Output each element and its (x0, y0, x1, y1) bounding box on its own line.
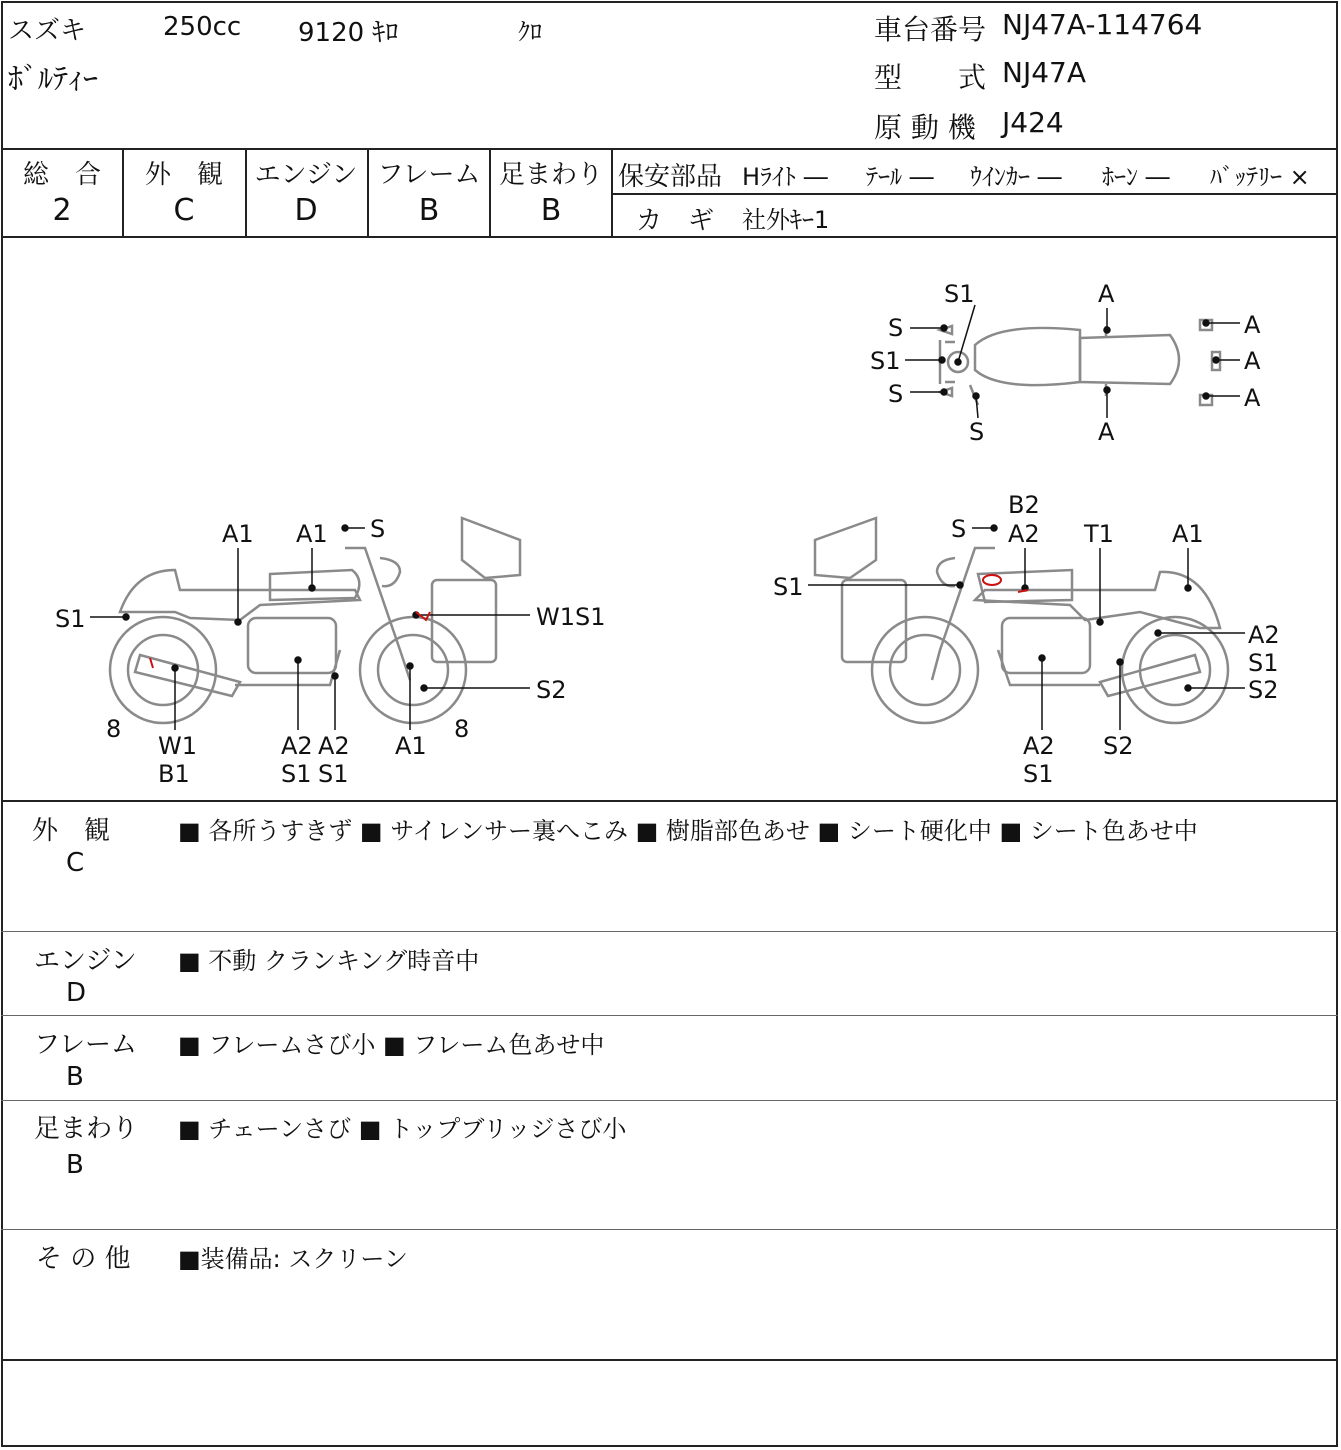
diag-label: A1 (1172, 520, 1204, 548)
diag-label: S (951, 515, 967, 543)
diag-label: S1 (281, 760, 312, 788)
remark-engine-text: ■ 不動 クランキング時音中 (178, 947, 480, 975)
diag-label: A2 (318, 732, 350, 760)
diag-label: 8 (106, 715, 122, 743)
grade-suspension-value: B (540, 193, 562, 228)
remark-suspension-text: ■ チェーンさび ■ トップブリッジさび小 (178, 1115, 627, 1143)
maker: スズキ (8, 16, 87, 46)
diag-label: A2 (1023, 732, 1055, 760)
divider (1, 931, 1338, 932)
remark-frame-text: ■ フレームさび小 ■ フレーム色あせ中 (178, 1031, 605, 1059)
diag-label: S2 (536, 676, 567, 704)
diag-label: S (888, 314, 904, 342)
grade-engine-value: D (294, 193, 318, 228)
diag-label: S1 (1248, 649, 1279, 677)
remark-frame-label: フレーム (34, 1030, 137, 1060)
type-value: NJ47A (1002, 56, 1086, 89)
grade-exterior-value: C (173, 193, 195, 228)
diag-label: B1 (158, 760, 190, 788)
diag-label: A2 (1248, 621, 1280, 649)
diag-label: S (888, 380, 904, 408)
divider (1, 800, 1338, 802)
diag-label: T1 (1084, 520, 1114, 548)
damage-diagram (0, 238, 1339, 800)
grade-frame-label: フレーム (377, 160, 481, 190)
remark-exterior-label: 外 観 (32, 816, 111, 846)
displacement: 250cc (163, 12, 242, 42)
diag-label: S1 (318, 760, 349, 788)
grade-overall-label: 総 合 (22, 160, 101, 190)
diag-label: W1S1 (536, 603, 606, 631)
remark-suspension-grade: B (66, 1150, 84, 1180)
divider (1, 148, 1338, 150)
grade-overall-value: 2 (52, 193, 72, 228)
diag-label: 8 (454, 715, 470, 743)
top-view-motorcycle (940, 320, 1220, 405)
diag-label: S (370, 515, 386, 543)
diag-label: S1 (870, 347, 901, 375)
diag-label: A2 (1008, 520, 1040, 548)
right-side-motorcycle (815, 518, 1228, 723)
key-value: 社外ｷｰ1 (742, 206, 830, 234)
damage-mark (983, 575, 1001, 585)
frame-no-label: 車台番号 (874, 13, 987, 46)
remark-exterior-grade: C (66, 848, 85, 878)
type-label: 型 式 (874, 61, 987, 94)
key-label: カ ギ (636, 206, 715, 236)
diag-label: A2 (281, 732, 313, 760)
diag-label: S2 (1103, 732, 1134, 760)
diag-label: S (969, 418, 985, 446)
frame-no: NJ47A-114764 (1002, 8, 1203, 41)
diag-label: A1 (395, 732, 427, 760)
remark-exterior-text: ■ 各所うすきず ■ サイレンサー裏へこみ ■ 樹脂部色あせ ■ シート硬化中 ■ シート色あせ中 (178, 817, 1198, 845)
safety-battery: ﾊﾞｯﾃﾘｰ × (1210, 163, 1310, 191)
diag-label: A (1244, 311, 1261, 339)
divider (612, 193, 1338, 195)
diag-label: A (1244, 347, 1261, 375)
grade-suspension-label: 足まわり (498, 160, 603, 190)
grade-exterior-label: 外 観 (144, 160, 223, 190)
safety-taillight: ﾃｰﾙ ― (866, 163, 934, 191)
diag-label: S1 (773, 573, 804, 601)
grade-engine-label: エンジン (254, 160, 358, 190)
diag-label: A (1244, 384, 1261, 412)
safety-winker: ｳｲﾝｶｰ ― (970, 163, 1062, 191)
engine-label: 原 動 機 (874, 111, 976, 144)
remark-engine-grade: D (66, 978, 87, 1008)
diag-label: S1 (55, 605, 86, 633)
safety-headlight: Hﾗｲﾄ ― (742, 163, 828, 191)
diag-label: A (1098, 280, 1115, 308)
color: ｸﾛ (518, 18, 542, 46)
model-name: ﾎﾞﾙﾃｨｰ (8, 62, 98, 97)
diag-label: A1 (222, 520, 254, 548)
diag-label: S1 (944, 280, 975, 308)
diag-label: A (1098, 418, 1115, 446)
left-side-motorcycle (110, 518, 520, 723)
mileage: 9120 ｷﾛ (298, 18, 399, 48)
divider (1, 1015, 1338, 1016)
diag-label: W1 (158, 732, 197, 760)
grade-frame-value: B (418, 193, 440, 228)
safety-horn: ﾎｰﾝ ― (1102, 163, 1170, 191)
engine-value: J424 (1002, 106, 1064, 139)
diag-label: S1 (1023, 760, 1054, 788)
remark-engine-label: エンジン (34, 946, 137, 976)
diag-label: S2 (1248, 676, 1279, 704)
diag-label: A1 (296, 520, 328, 548)
remark-suspension-label: 足まわり (34, 1114, 139, 1144)
diag-label: B2 (1008, 491, 1040, 519)
remark-other-label: そ の 他 (36, 1244, 131, 1274)
divider (1, 1229, 1338, 1230)
safety-title: 保安部品 (618, 162, 723, 192)
remark-other-text: ■装備品: スクリーン (178, 1245, 408, 1273)
remark-frame-grade: B (66, 1062, 84, 1092)
divider (1, 1359, 1338, 1361)
divider (1, 1100, 1338, 1101)
